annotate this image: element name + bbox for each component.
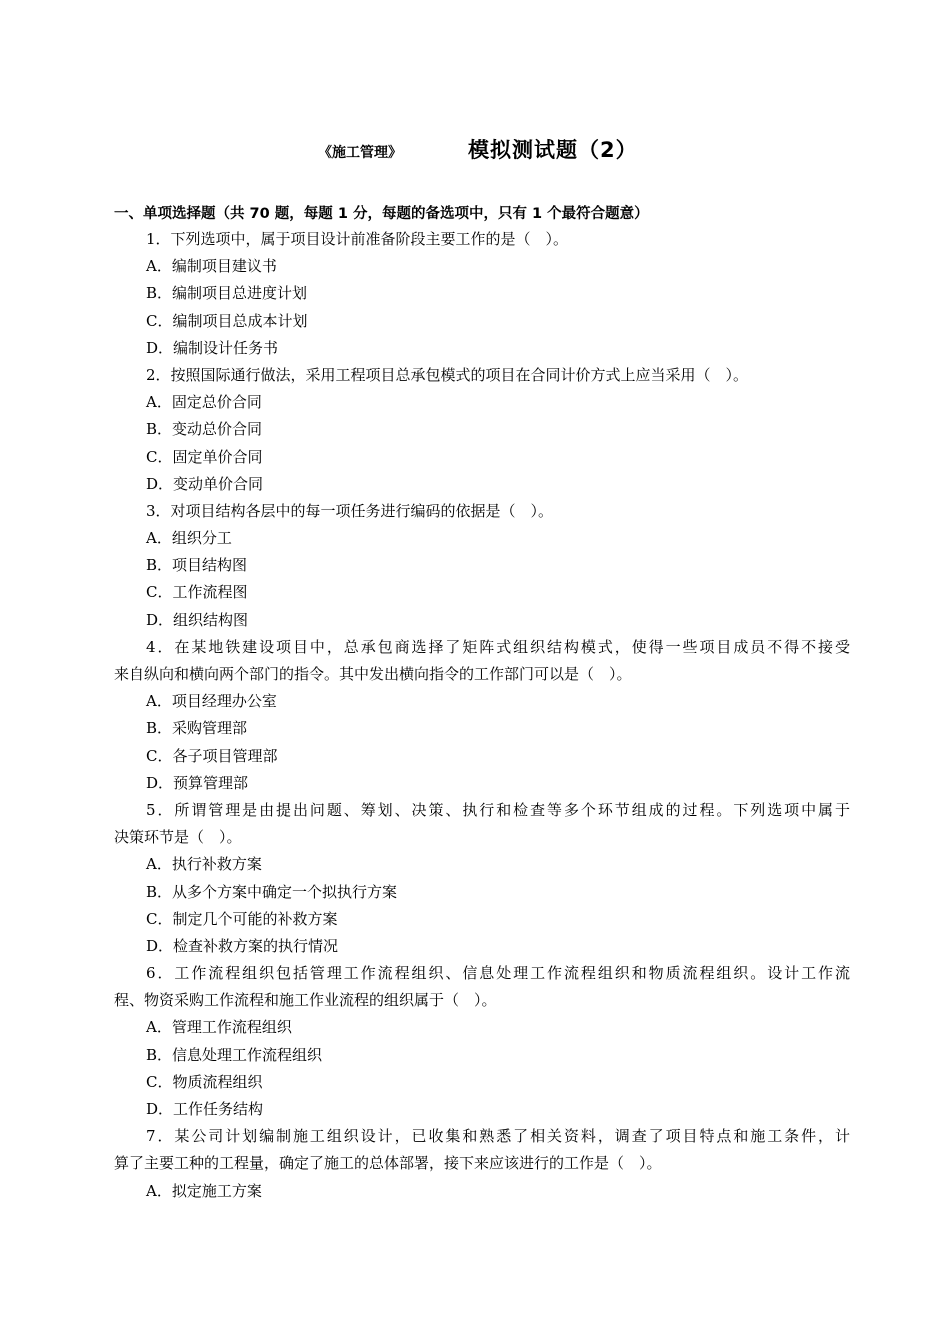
option-a: A．管理工作流程组织 <box>146 1018 292 1037</box>
section-heading: 一、单项选择题（共 70 题，每题 1 分，每题的备选项中，只有 1 个最符合题意） <box>114 206 649 222</box>
option-b: B．从多个方案中确定一个拟执行方案 <box>146 882 398 901</box>
question-text: 4．在某地铁建设项目中，总承包商选择了矩阵式组织结构模式，使得一些项目成员不得不接受 <box>146 637 850 656</box>
option-c: C．制定几个可能的补救方案 <box>146 909 338 928</box>
option-d: D．组织结构图 <box>146 610 249 629</box>
question-text-continued: 程、物资采购工作流程和施工作业流程的组织属于（ ）。 <box>114 991 497 1010</box>
question-text: 2．按照国际通行做法，采用工程项目总承包模式的项目在合同计价方式上应当采用（ ）。 <box>146 365 749 384</box>
option-d: D．工作任务结构 <box>146 1100 264 1118</box>
question-text: 5．所谓管理是由提出问题、筹划、决策、执行和检查等多个环节组成的过程。下列选项中属于 <box>146 800 850 819</box>
option-d: D．编制设计任务书 <box>146 338 279 357</box>
question-4 <box>114 634 850 797</box>
option-b: B．编制项目总进度计划 <box>146 284 308 303</box>
question-list <box>114 226 850 1205</box>
option-c: C．各子项目管理部 <box>146 746 278 765</box>
option-b: B．信息处理工作流程组织 <box>146 1045 323 1064</box>
question-text-continued: 算了主要工种的工程量，确定了施工的总体部署，接下来应该进行的工作是（ ）。 <box>114 1154 662 1173</box>
question-2 <box>114 362 850 498</box>
option-a: A．组织分工 <box>146 529 232 548</box>
question-text: 6．工作流程组织包括管理工作流程组织、信息处理工作流程组织和物质流程组织。设计工作流 <box>146 964 850 983</box>
option-b: B．采购管理部 <box>146 719 248 738</box>
question-text: 7．某公司计划编制施工组织设计，已收集和熟悉了相关资料，调查了项目特点和施工条件，计 <box>146 1127 850 1146</box>
option-a: A．项目经理办公室 <box>146 692 277 711</box>
title-row <box>0 134 950 168</box>
question-text-continued: 来自纵向和横向两个部门的指令。其中发出横向指令的工作部门可以是（ ）。 <box>114 665 632 683</box>
question-1 <box>114 226 850 362</box>
option-a: A．执行补救方案 <box>146 855 262 874</box>
question-6 <box>114 960 850 1123</box>
option-d: D．预算管理部 <box>146 773 249 792</box>
option-b: B．变动总价合同 <box>146 420 263 439</box>
option-d: D．检查补救方案的执行情况 <box>146 936 339 955</box>
question-3 <box>114 498 850 634</box>
question-5 <box>114 797 850 960</box>
question-7 <box>114 1123 850 1205</box>
question-text: 1．下列选项中，属于项目设计前准备阶段主要工作的是（ ）。 <box>146 230 569 248</box>
subject-label: 《施工管理》 <box>318 145 402 161</box>
page-title: 模拟测试题（2） <box>468 138 638 162</box>
option-c: C．物质流程组织 <box>146 1072 263 1091</box>
option-d: D．变动单价合同 <box>146 474 264 493</box>
option-c: C．固定单价合同 <box>146 447 263 466</box>
question-text-continued: 决策环节是（ ）。 <box>114 828 242 847</box>
option-a: A．固定总价合同 <box>146 393 262 412</box>
option-a: A．拟定施工方案 <box>146 1181 262 1200</box>
question-text: 3．对项目结构各层中的每一项任务进行编码的依据是（ ）。 <box>146 501 554 520</box>
option-c: C．编制项目总成本计划 <box>146 311 308 330</box>
option-b: B．项目结构图 <box>146 556 248 575</box>
option-c: C．工作流程图 <box>146 583 248 602</box>
option-a: A．编制项目建议书 <box>146 257 277 276</box>
